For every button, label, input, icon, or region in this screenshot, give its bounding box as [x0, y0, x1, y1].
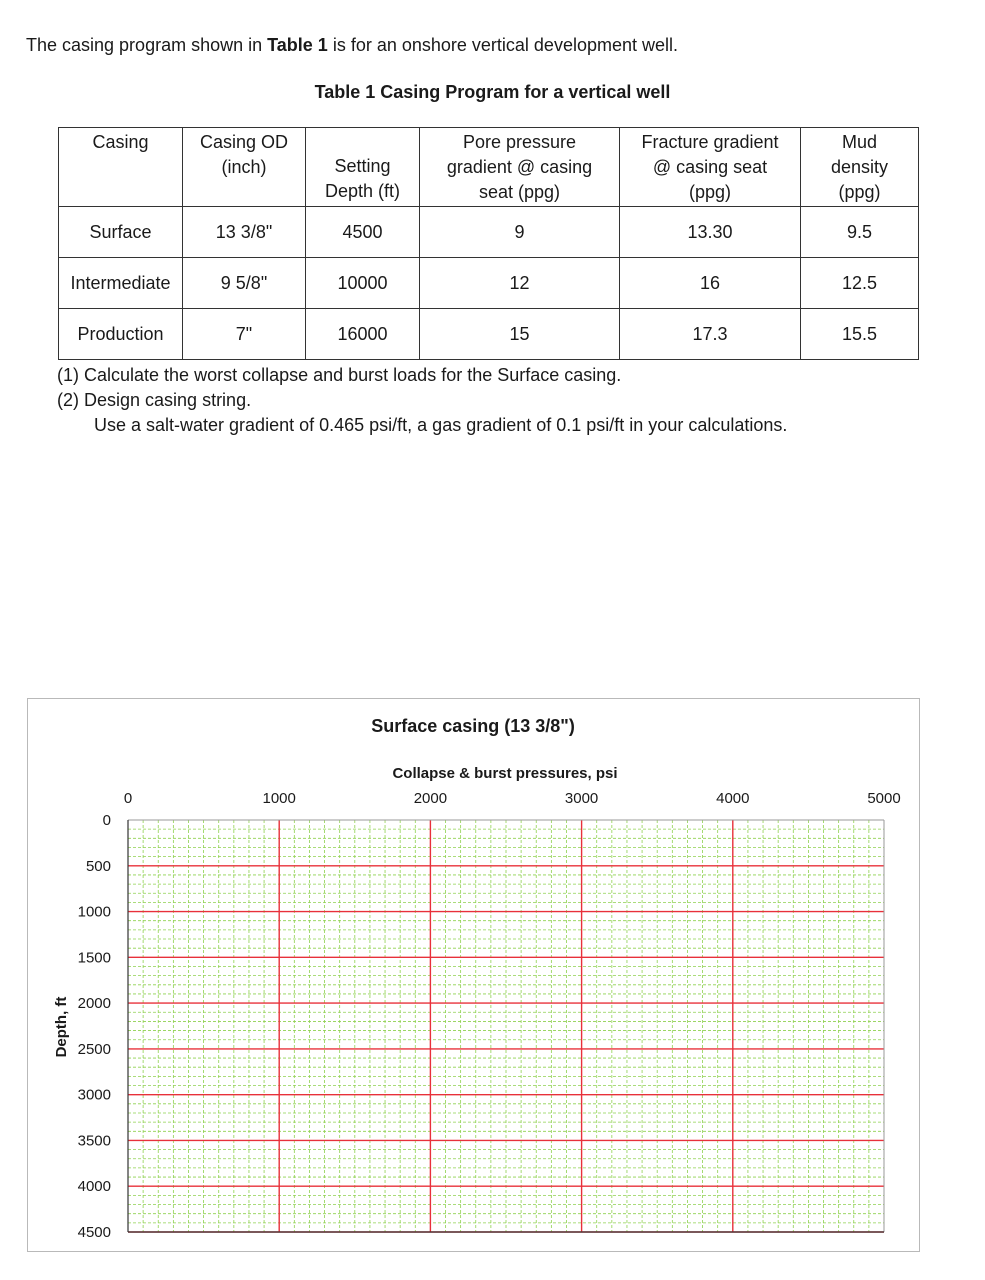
header-fracture-gradient: Fracture gradient @ casing seat (ppg) [620, 128, 801, 207]
y-tick-label: 2000 [77, 995, 111, 1013]
cell-depth: 16000 [306, 309, 420, 360]
table-title: Table 1 Casing Program for a vertical well [314, 82, 671, 102]
header-casing-od: Casing OD (inch) [183, 128, 306, 207]
x-tick-label: 0 [123, 790, 133, 807]
y-tick-label: 4500 [77, 1224, 111, 1241]
cell-casing: Production [59, 309, 183, 360]
cell-mud: 9.5 [801, 207, 919, 258]
y-tick-label: 3500 [77, 1132, 111, 1150]
y-tick-label: 2500 [77, 1040, 111, 1058]
y-tick-label: 3000 [77, 1086, 111, 1104]
cell-pore: 9 [420, 207, 620, 258]
header-casing: Casing [59, 128, 183, 207]
intro-before: The casing program shown in [26, 35, 268, 55]
cell-pore: 12 [420, 258, 620, 309]
cell-casing: Surface [59, 207, 183, 258]
cell-mud: 12.5 [801, 258, 919, 309]
intro-after: is for an onshore vertical development well. [327, 35, 679, 55]
x-tick-label: 4000 [716, 790, 750, 807]
cell-mud: 15.5 [801, 309, 919, 360]
chart-title: Surface casing (13 3/8") [371, 716, 575, 736]
y-axis-label: Depth, ft [53, 996, 70, 1058]
cell-depth: 4500 [306, 207, 420, 258]
question-1: (1) Calculate the worst collapse and burst loads for the Surface casing. [57, 365, 622, 385]
header-setting-depth: Setting Depth (ft) [306, 128, 420, 207]
cell-od: 9 5/8" [183, 258, 306, 309]
cell-od: 13 3/8" [183, 207, 306, 258]
y-tick-label: 0 [102, 812, 111, 829]
y-tick-label: 1500 [77, 949, 111, 967]
y-tick-label: 4000 [77, 1178, 111, 1196]
intro-bold: Table 1 [267, 35, 328, 55]
x-tick-label: 1000 [262, 790, 296, 807]
cell-fracture: 13.30 [620, 207, 801, 258]
cell-pore: 15 [420, 309, 620, 360]
x-tick-label: 2000 [413, 790, 448, 807]
cell-od: 7" [183, 309, 306, 360]
x-tick-label: 3000 [564, 790, 599, 807]
header-mud-density: Mud density (ppg) [801, 128, 919, 207]
x-axis-label: Collapse & burst pressures, psi [392, 765, 618, 782]
y-tick-label: 500 [85, 857, 111, 875]
question-2: (2) Design casing string. [57, 390, 252, 410]
calculation-note: Use a salt-water gradient of 0.465 psi/ft, a gas gradient of 0.1 psi/ft in your calculations. [94, 415, 788, 435]
cell-casing: Intermediate [59, 258, 183, 309]
cell-fracture: 17.3 [620, 309, 801, 360]
x-tick-label: 5000 [867, 790, 901, 807]
header-pore-pressure: Pore pressure gradient @ casing seat (ppg) [420, 128, 620, 207]
cell-depth: 10000 [306, 258, 420, 309]
y-tick-label: 1000 [77, 903, 111, 921]
cell-fracture: 16 [620, 258, 801, 309]
